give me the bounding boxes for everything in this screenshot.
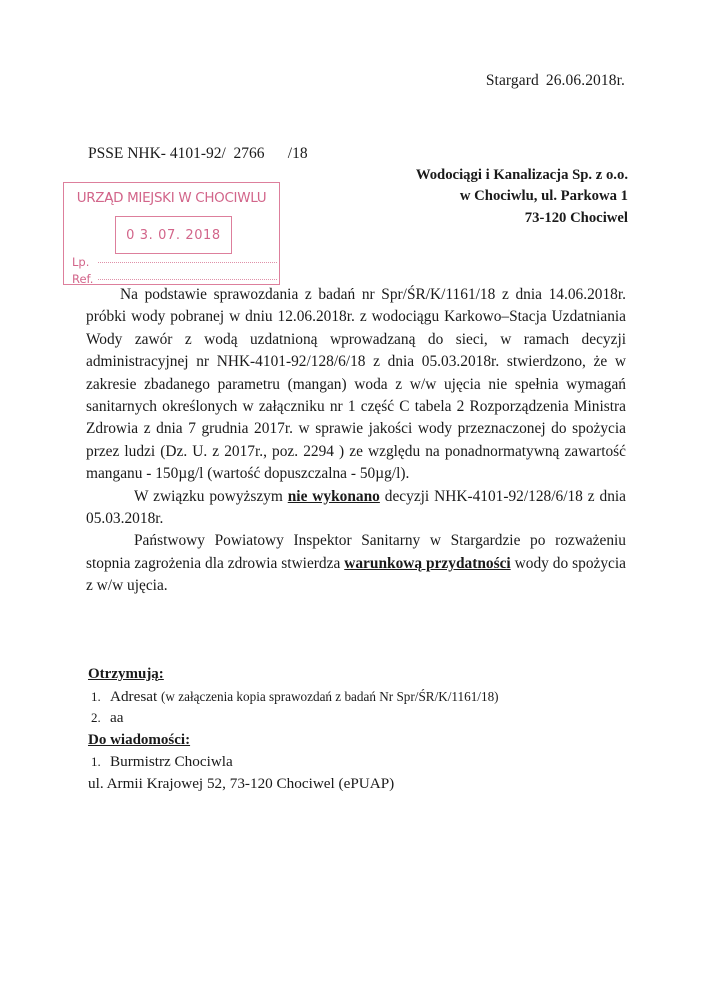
emphasis-nie-wykonano: nie wykonano [287,487,380,505]
cc-main-1: Burmistrz Chociwla [110,753,233,770]
recipient-main-2: aa [110,709,124,726]
cc-number-1: 1. [91,754,101,769]
body-paragraph-1: Na podstawie sprawozdania z badań nr Spr/ŚR/K/1161/18 z dnia 14.06.2018r. próbki wody pobranej w dniu 12.06.2018r. z wodociągu Karkowo–Stacja Uzdatniania Wody zawór z wodą uzdatnioną wprowadzaną do sieci, w ramach decyzji administracyjnej nr NHK-4101-92/128/6/18 z dnia 05.03.2018r. stwierdzono, że w zakresie zbadanego parametru (mangan) woda z w/w ujęcia nie spełnia wymagań sanitarnych określonych w załączniku nr 1 część C tabela 2 Rozporządzenia Ministra Zdrowia z dnia 7 grudnia 2017r. w sprawie jakości wody przeznaczonej do spożycia przez ludzi (Dz. U. z 2017r., poz. 2294 ) ze względu na ponadnormatywną zawartość manganu - 150µg/l (wartość dopuszczalna - 50µg/l). [86,286,626,483]
recipient-number-2: 2. [91,710,101,725]
emphasis-warunkowa-przydatnosci: warunkową przydatności [344,554,511,572]
stamp-ref-dots [98,279,277,280]
body-paragraph-2 [86,486,626,531]
cc-address: ul. Armii Krajowej 52, 73-120 Chociwel (ePUAP) [88,774,395,792]
list-item [88,751,548,773]
stamp-lp-dots [98,262,277,263]
issue-city: Stargard [485,72,539,89]
addressee-line-1: Wodociągi i Kanalizacja Sp. z o.o. [415,167,628,183]
stamp-lp-label: Lp. [72,255,90,269]
recipient-note-1: (w załączenia kopia sprawozdań z badań Nr Spr/ŚR/K/1161/18) [161,688,499,704]
recipient-main-1: Adresat [110,687,158,705]
stamp-field-lp [72,255,277,269]
recipient-number-1: 1. [91,688,101,704]
addressee-block [0,165,628,229]
list-item [88,686,548,708]
stamp-title: URZĄD MIEJSKI W CHOCIWLU [76,191,267,206]
paragraph-3-after: wody do spożycia z w/w ujęcia. [86,554,626,595]
paragraph-2-before: W związku powyższym [134,487,288,505]
issue-date: 26.06.2018r. [545,72,625,89]
distribution-lists [88,664,548,794]
addressee-line-3: 73-120 Chociwel [524,209,628,226]
paragraph-2-after: decyzji NHK-4101-92/128/6/18 z dnia 05.03.2018r. [86,487,626,528]
list-item [88,707,548,729]
document-body [86,284,626,598]
recipient-text-1 [110,686,499,708]
addressee-line-2: w Chociwlu, ul. Parkowa 1 [459,188,628,205]
body-paragraph-3 [86,530,626,597]
stamp-date: 0 3. 07. 2018 [126,227,221,243]
date-line [0,72,625,90]
paragraph-3-before: Państwowy Powiatowy Inspektor Sanitarny w Stargardzie po rozważeniu stopnia zagrożenia dla zdrowia stwierdza [86,532,626,572]
cc-heading: Do wiadomości: [88,731,191,748]
recipients-heading: Otrzymują: [88,666,164,682]
reference-number: PSSE NHK- 4101-92/ 2766 /18 [88,145,308,162]
stamp-ref-label: Ref. [72,272,94,286]
